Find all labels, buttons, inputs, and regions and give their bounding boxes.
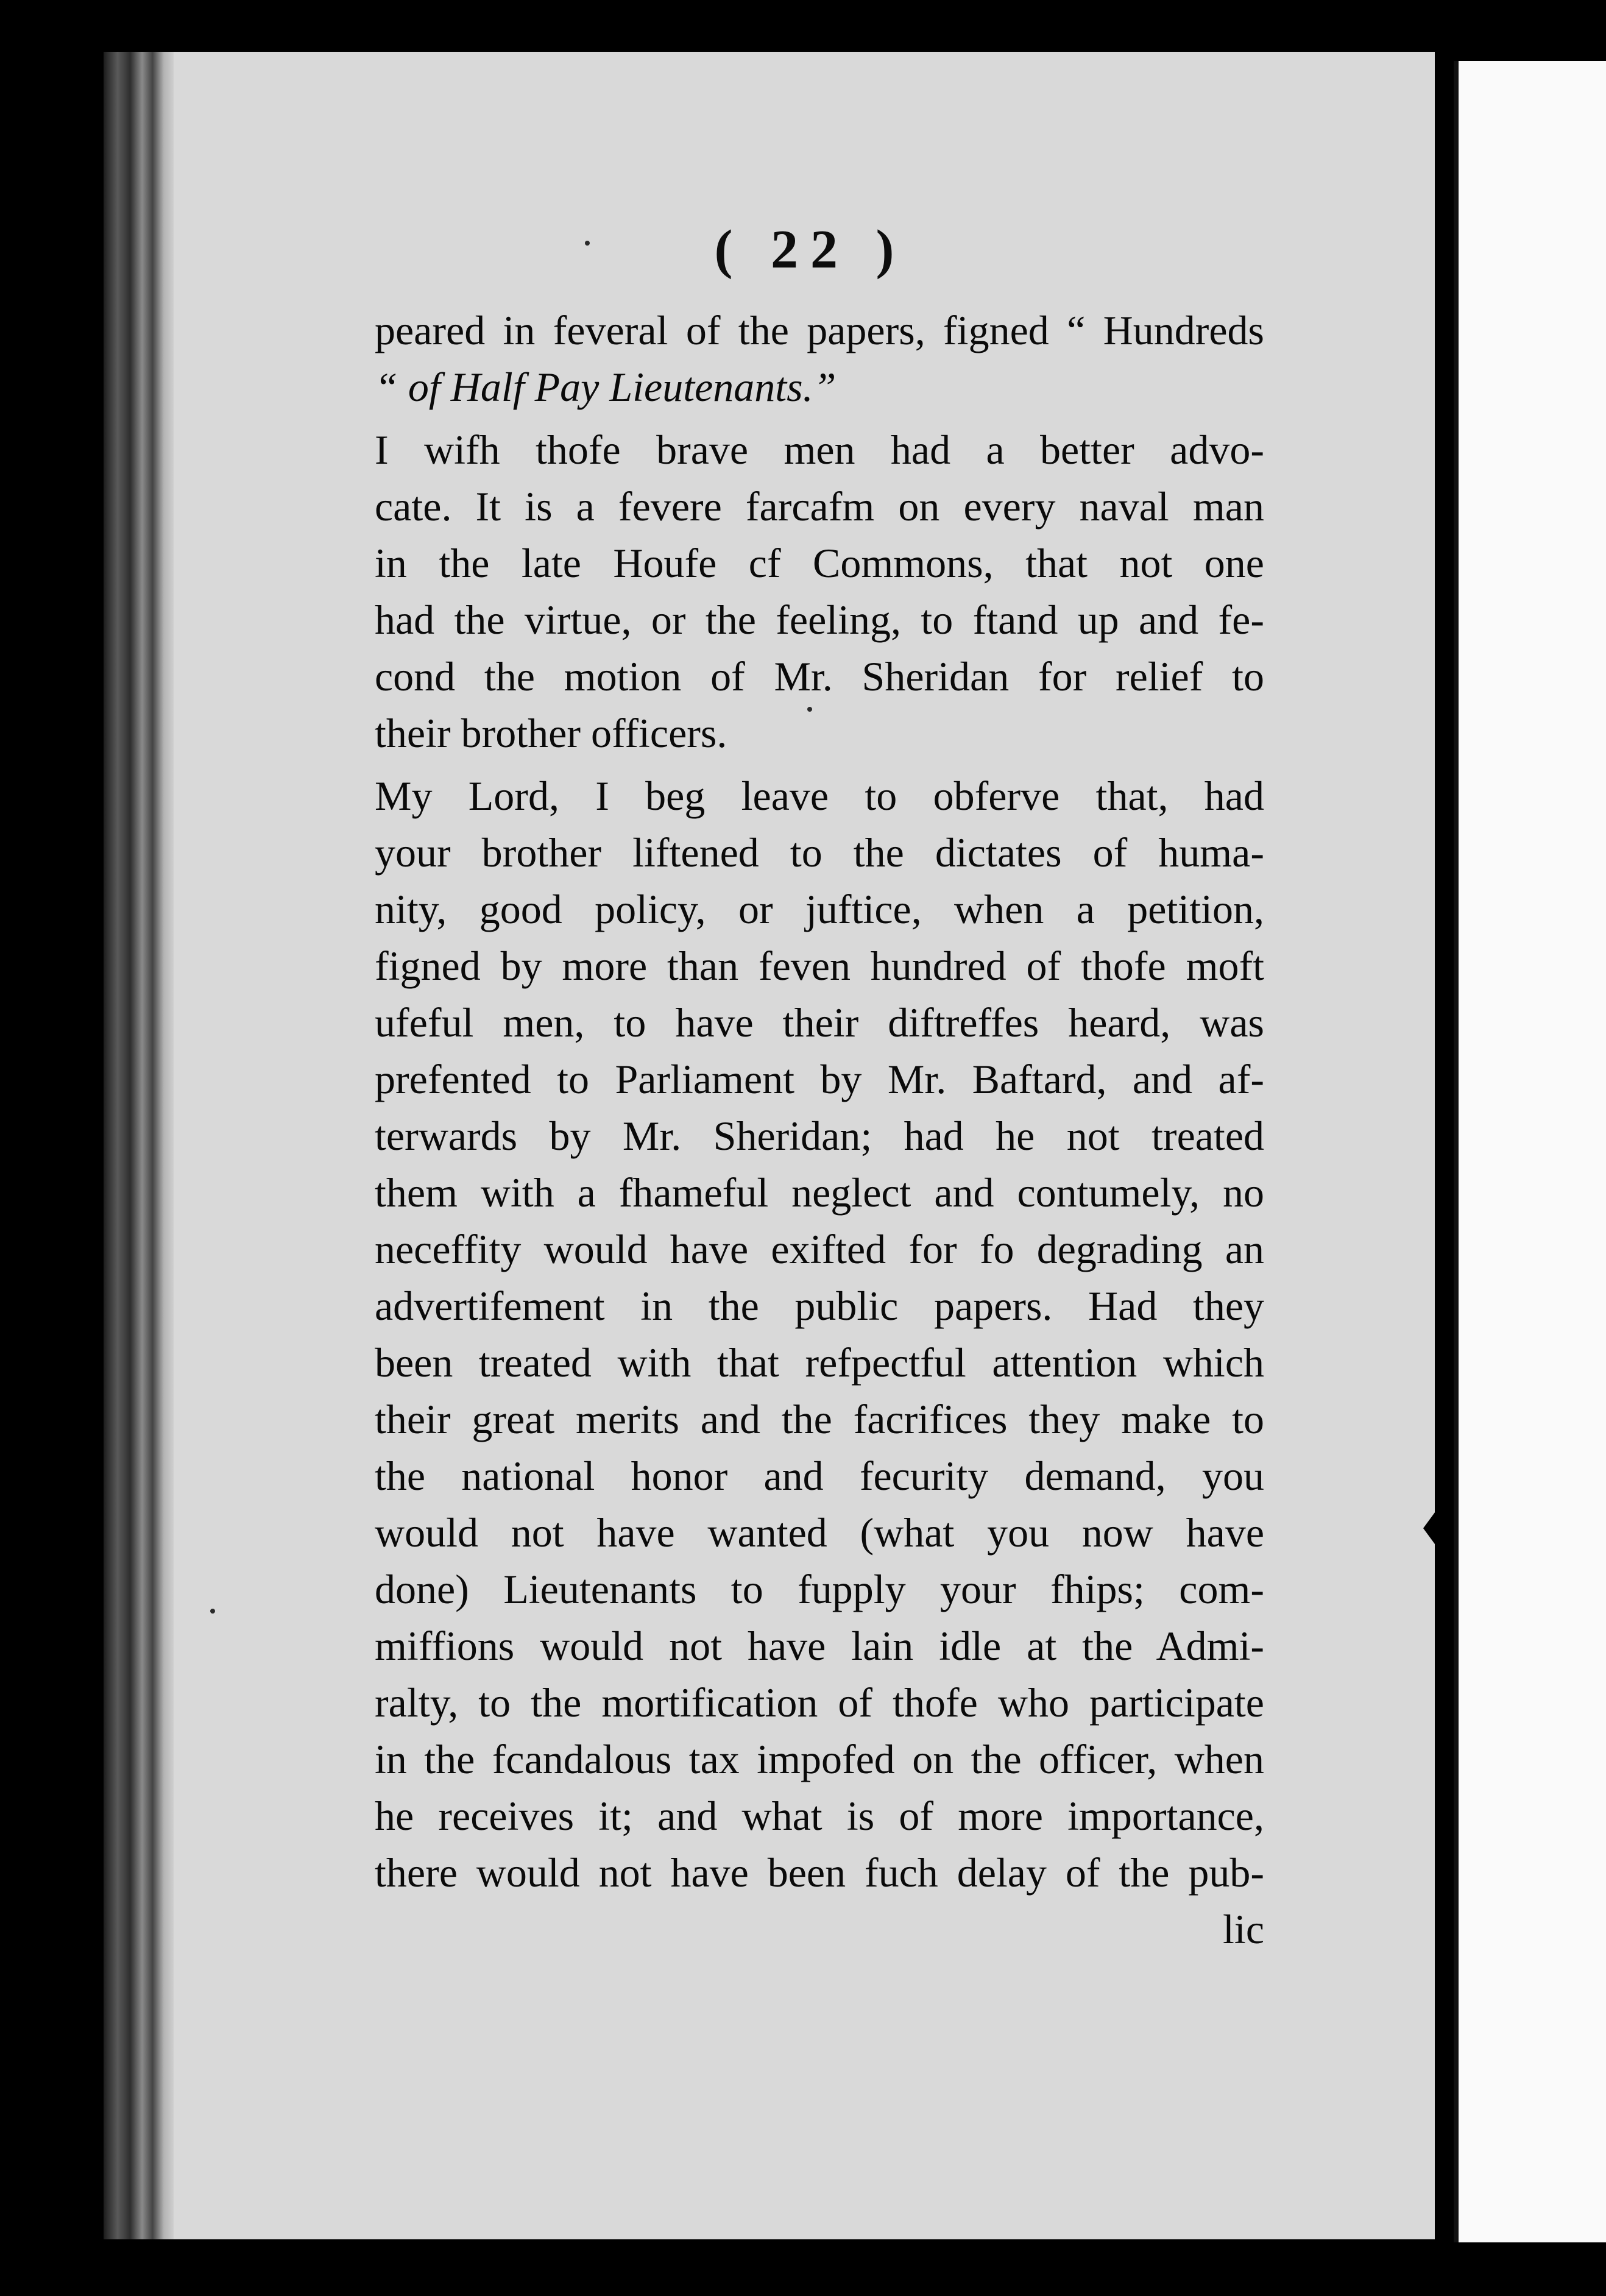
text-line: My Lord, I beg leave to obferve that, had: [375, 773, 1264, 819]
text-line: peared in feveral of the papers, figned “ Hundreds: [375, 307, 1264, 353]
text-line: would not have wanted (what you now have: [375, 1509, 1264, 1556]
text-line: advertifement in the public papers. Had they: [375, 1283, 1264, 1329]
text-line: had the virtue, or the feeling, to ftand up and fe-: [375, 597, 1264, 643]
text-line: nity, good policy, or juftice, when a petition,: [375, 886, 1264, 932]
text-line: prefented to Parliament by Mr. Baftard, and af-: [375, 1056, 1264, 1102]
text-line: been treated with that refpectful attention which: [375, 1339, 1264, 1386]
text-line: figned by more than feven hundred of thofe moft: [375, 943, 1264, 989]
text-line: terwards by Mr. Sheridan; had he not treated: [375, 1113, 1264, 1159]
page-number-header: ( 22 ): [714, 219, 907, 280]
text-line: miffions would not have lain idle at the Admi-: [375, 1623, 1264, 1669]
text-line: there would not have been fuch delay of the pub-: [375, 1849, 1264, 1896]
text-line: I wifh thofe brave men had a better advo-: [375, 427, 1264, 473]
text-line: your brother liftened to the dictates of huma-: [375, 829, 1264, 876]
text-line: the national honor and fecurity demand, you: [375, 1453, 1264, 1499]
speck: [210, 1609, 215, 1614]
text-line: ufeful men, to have their diftreffes heard, was: [375, 999, 1264, 1046]
body-text: [375, 302, 1264, 1958]
text-line: neceffity would have exifted for fo degrading an: [375, 1226, 1264, 1272]
text-line: ralty, to the mortification of thofe who participate: [375, 1679, 1264, 1726]
speck: [585, 241, 590, 246]
text-line: cond the motion of Mr. Sheridan for relief to: [375, 653, 1264, 700]
text-line: their brother officers.: [375, 710, 727, 756]
text-line: he receives it; and what is of more importance,: [375, 1793, 1264, 1839]
text-line: them with a fhameful neglect and contumely, no: [375, 1169, 1264, 1216]
facing-page-border: [1454, 61, 1459, 2242]
facing-page-strip: [1454, 61, 1606, 2242]
text-line: their great merits and the facrifices they make to: [375, 1396, 1264, 1442]
text-line: cate. It is a fevere farcafm on every naval man: [375, 483, 1264, 530]
text-line: in the late Houfe cf Commons, that not one: [375, 540, 1264, 586]
catchword: lic: [1223, 1906, 1264, 1952]
text-line: “ of Half Pay Lieutenants.”: [375, 364, 837, 410]
text-line: in the fcandalous tax impofed on the officer, when: [375, 1736, 1264, 1782]
page-edge: [1438, 0, 1454, 2296]
text-line: done) Lieutenants to fupply your fhips; com-: [375, 1566, 1264, 1612]
book-gutter: [104, 52, 174, 2239]
